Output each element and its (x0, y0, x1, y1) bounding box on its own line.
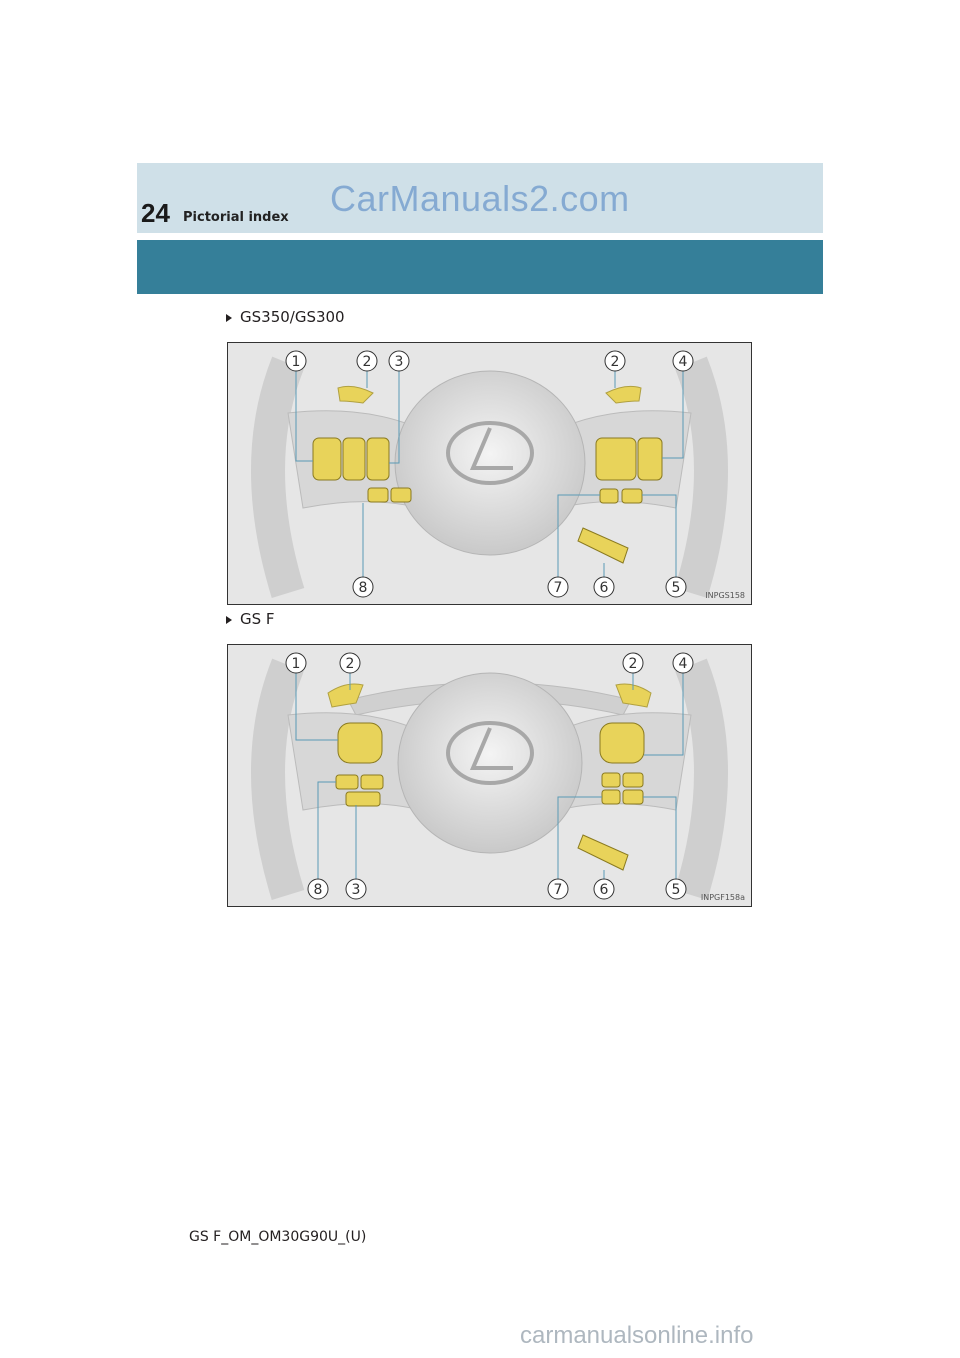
callout-8: 8 (358, 580, 368, 596)
callout-7: 7 (553, 580, 563, 596)
wheel-rim-left (268, 363, 288, 593)
steering-wheel-illustration (228, 645, 751, 906)
talk-switch (346, 792, 380, 806)
callout-5: 5 (671, 580, 681, 596)
page-number: 24 (141, 198, 170, 228)
airbag-hub (395, 371, 585, 555)
phone-switch-b (361, 775, 383, 789)
footer-doc-id: GS F_OM_OM30G90U_(U) (189, 1229, 367, 1245)
meter-control-switch (600, 723, 644, 763)
callout-2b: 2 (628, 656, 638, 672)
phone-switch-b (391, 488, 411, 502)
steering-wheel-figure-gsf (227, 644, 752, 907)
callout-3: 3 (351, 882, 361, 898)
paddle-plus (606, 386, 641, 403)
display-switch (343, 438, 365, 480)
airbag-hub (398, 673, 582, 853)
cruise-control-lever (578, 835, 628, 870)
lda-switch (622, 489, 642, 503)
callout-4: 4 (678, 354, 688, 370)
audio-mode-switch (338, 723, 382, 763)
subhead-gsf-label: GS F (240, 610, 275, 628)
wheel-rim-left (268, 665, 288, 895)
paddle-minus (338, 386, 373, 403)
figure-code: INPGF158a (700, 893, 745, 902)
wheel-rim-right (691, 363, 711, 593)
figure-code: INPGS158 (705, 591, 745, 600)
callout-8: 8 (313, 882, 323, 898)
callout-2: 2 (362, 354, 372, 370)
callout-6: 6 (599, 882, 609, 898)
phone-switch-a (336, 775, 358, 789)
back-switch (623, 773, 643, 787)
subhead-gs350-label: GS350/GS300 (240, 308, 345, 326)
lda-switch (623, 790, 643, 804)
callout-4: 4 (678, 656, 688, 672)
talk-switch (638, 438, 662, 480)
callout-1: 1 (291, 656, 301, 672)
watermark-top: CarManuals2.com (330, 178, 630, 219)
bullet-triangle-icon (226, 616, 232, 624)
bullet-triangle-icon (226, 314, 232, 322)
mode-voice-switch (367, 438, 389, 480)
distance-switch (600, 489, 618, 503)
cruise-control-lever (578, 528, 628, 563)
callout-3: 3 (394, 354, 404, 370)
callout-7: 7 (553, 882, 563, 898)
display-switch (602, 773, 620, 787)
header-band (137, 240, 823, 294)
distance-switch (602, 790, 620, 804)
callout-6: 6 (599, 580, 609, 596)
callout-1: 1 (291, 354, 301, 370)
subhead-gsf (226, 610, 275, 628)
meter-control-switch (596, 438, 636, 480)
callout-5: 5 (671, 882, 681, 898)
section-title: Pictorial index (183, 210, 289, 225)
steering-wheel-figure-gs350 (227, 342, 752, 605)
watermark-bottom: carmanualsonline.info (520, 1322, 754, 1349)
callout-2: 2 (345, 656, 355, 672)
callout-2b: 2 (610, 354, 620, 370)
audio-switch-left (313, 438, 341, 480)
subhead-gs350 (226, 308, 345, 326)
wheel-rim-right (691, 665, 711, 895)
steering-wheel-illustration (228, 343, 751, 604)
phone-switch-a (368, 488, 388, 502)
